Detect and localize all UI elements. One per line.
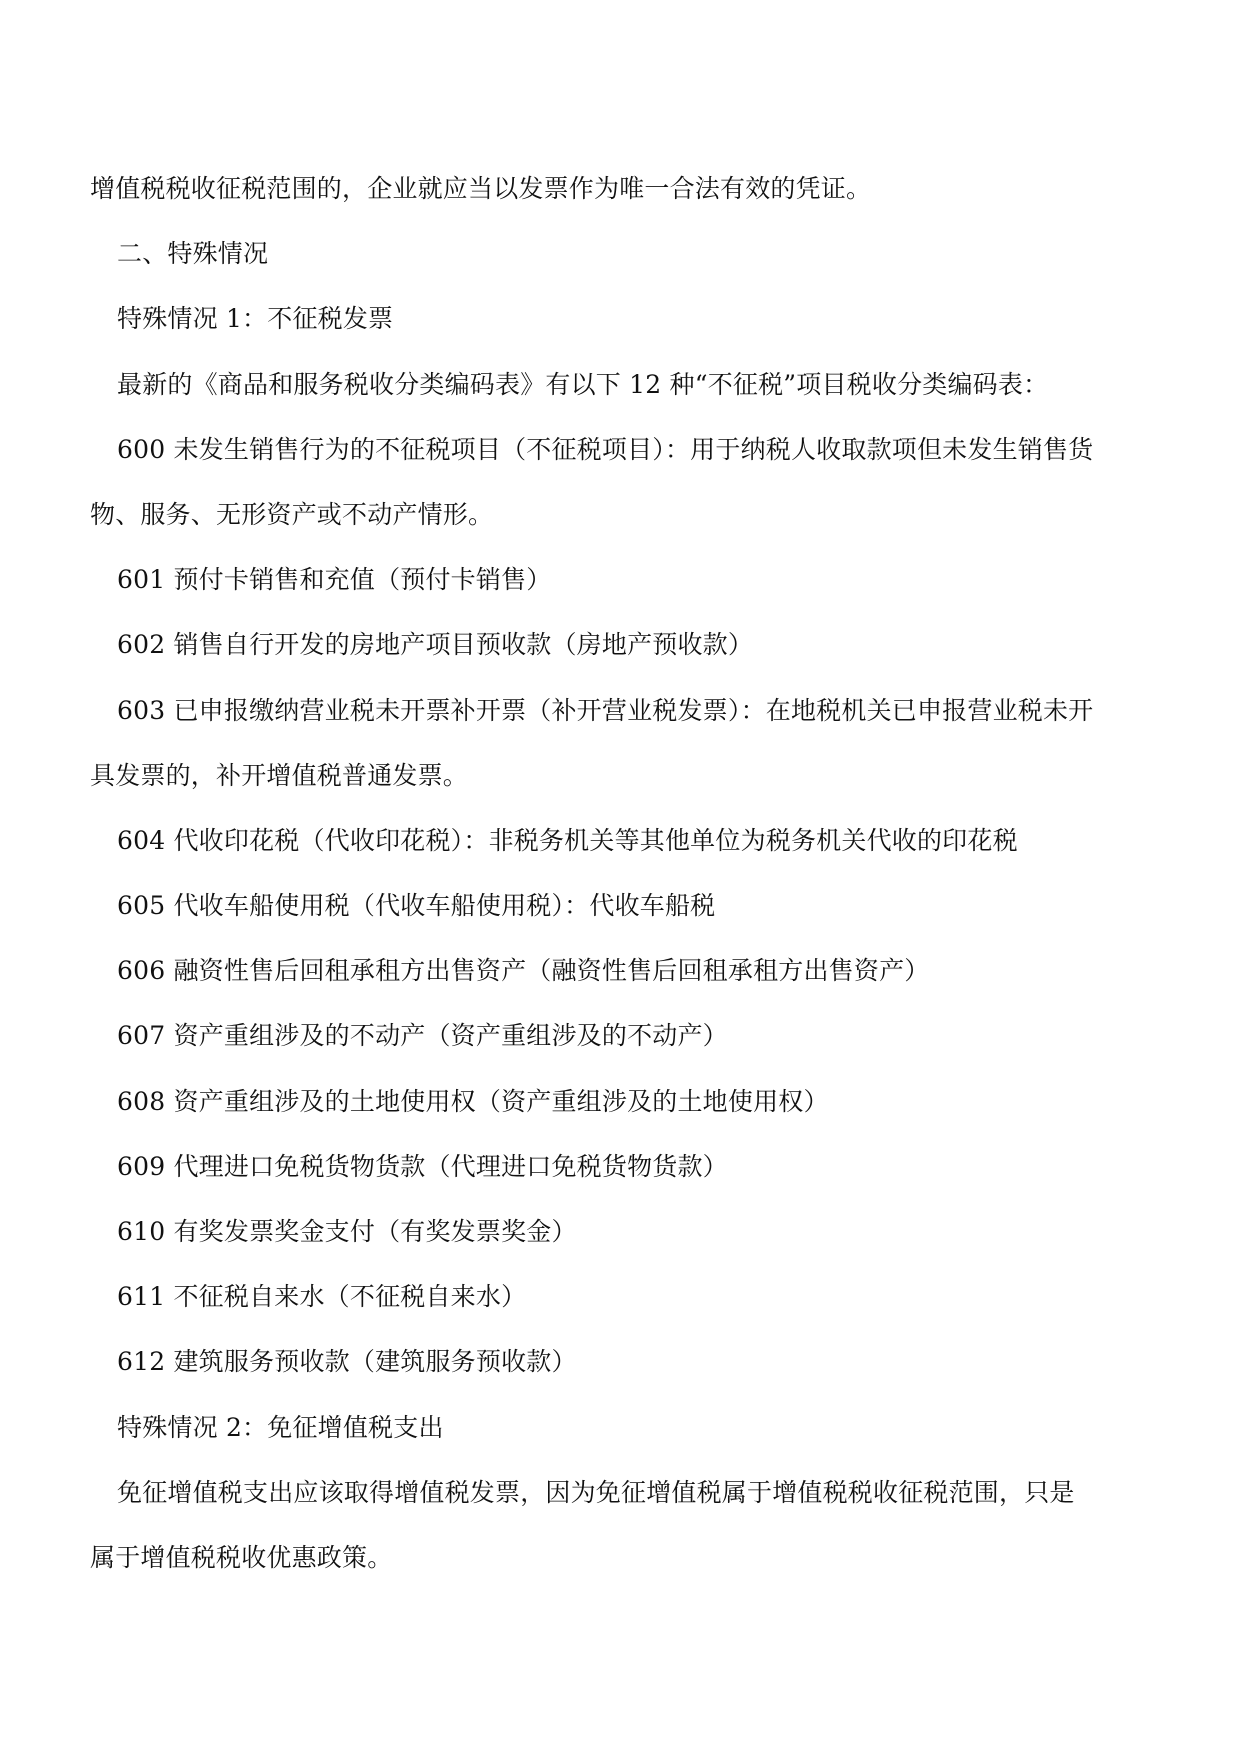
list-item-601: 601 预付卡销售和充值（预付卡销售） [117,565,552,595]
list-item-605: 605 代收车船使用税（代收车船使用税）：代收车船税 [117,891,716,921]
list-item-602: 602 销售自行开发的房地产项目预收款（房地产预收款） [117,630,754,660]
list-item-609: 609 代理进口免税货物货款（代理进口免税货物货款） [117,1151,728,1181]
text-line-exemption-continued: 属于增值税税收优惠政策。 [90,1542,393,1572]
list-item-610: 610 有奖发票奖金支付（有奖发票奖金） [117,1217,577,1246]
list-item-603: 603 已申报缴纳营业税未开票补开票（补开营业税发票）：在地税机关已申报营业税未开 [117,695,1094,725]
list-item-607: 607 资产重组涉及的不动产（资产重组涉及的不动产） [117,1021,728,1051]
list-item-608: 608 资产重组涉及的土地使用权（资产重组涉及的土地使用权） [117,1086,829,1116]
text-line-1: 增值税税收征税范围的，企业就应当以发票作为唯一合法有效的凭证。 [90,174,872,203]
list-item-612: 612 建筑服务预收款（建筑服务预收款） [117,1347,577,1377]
text-line-intro: 最新的《商品和服务税收分类编码表》有以下 12 种“不征税”项目税收分类编码表： [117,369,1049,399]
subheading-special-case-1: 特殊情况 1：不征税发票 [117,304,394,334]
list-item-604: 604 代收印花税（代收印花税）：非税务机关等其他单位为税务机关代收的印花税 [117,825,1018,855]
list-item-603-continued: 具发票的，补开增值税普通发票。 [90,760,469,790]
list-item-600-continued: 物、服务、无形资产或不动产情形。 [90,499,494,529]
text-line-exemption: 免征增值税支出应该取得增值税发票，因为免征增值税属于增值税税收征税范围，只是 [117,1477,1075,1507]
document-body [90,156,1155,1590]
section-heading-special-cases: 二、特殊情况 [117,239,269,269]
list-item-606: 606 融资性售后回租承租方出售资产（融资性售后回租承租方出售资产） [117,956,930,986]
subheading-special-case-2: 特殊情况 2：免征增值税支出 [117,1412,444,1442]
list-item-611: 611 不征税自来水（不征税自来水） [117,1282,527,1312]
list-item-600: 600 未发生销售行为的不征税项目（不征税项目）：用于纳税人收取款项但未发生销售货 [117,434,1094,464]
